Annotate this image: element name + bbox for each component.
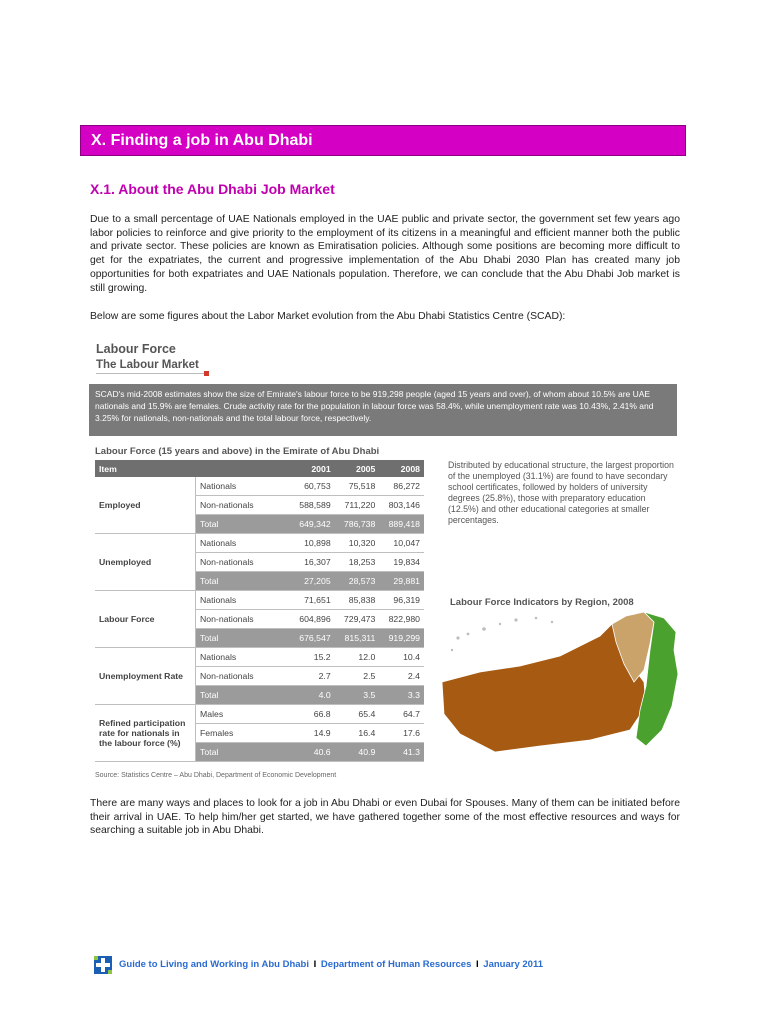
table-cell: 786,738: [335, 515, 380, 534]
table-cell: 4.0: [290, 686, 335, 705]
summary-box: SCAD's mid-2008 estimates show the size of Emirate's labour force to be 919,298 people (aged 15 years and over), of whom about 10.5% are UAE nationals and 15.9% are females. Crude activity rate for the population in labour force was 58.4%, while unemployment rate was 10.43%, 2.41% and 3.25% for nationals, non-nationals and the total labour force, respectively.: [89, 384, 677, 436]
red-marker: [204, 371, 209, 376]
table-cell: 16,307: [290, 553, 335, 572]
table-row-label: Males: [196, 705, 291, 724]
footer-department: Department of Human Resources: [320, 959, 472, 970]
island: [467, 633, 470, 636]
table-row: [95, 705, 424, 724]
section-title: X. Finding a job in Abu Dhabi: [80, 125, 686, 156]
table-group-label: Employed: [95, 477, 196, 534]
footer-separator-2: I: [476, 959, 479, 970]
header-item: Item: [95, 460, 290, 477]
table-cell: 10,320: [335, 534, 380, 553]
header-2005: 2005: [335, 460, 380, 477]
table-group-label: Unemployed: [95, 534, 196, 591]
table-cell: 27,205: [290, 572, 335, 591]
table-cell: 822,980: [379, 610, 424, 629]
table-row-label: Non-nationals: [196, 667, 291, 686]
table-cell: 2.7: [290, 667, 335, 686]
table-cell: 676,547: [290, 629, 335, 648]
table-title: Labour Force (15 years and above) in the Emirate of Abu Dhabi: [95, 446, 380, 457]
table-cell: 919,299: [379, 629, 424, 648]
table-cell: 40.6: [290, 743, 335, 762]
table-row-label: Nationals: [196, 591, 291, 610]
figure-title: Labour Force: [96, 342, 176, 356]
table-cell: 604,896: [290, 610, 335, 629]
island: [456, 636, 459, 639]
footer-separator-1: I: [313, 959, 317, 970]
table-cell: 86,272: [379, 477, 424, 496]
table-cell: 3.5: [335, 686, 380, 705]
table-cell: 64.7: [379, 705, 424, 724]
table-cell: 29,881: [379, 572, 424, 591]
table-row: [95, 648, 424, 667]
table-cell: 18,253: [335, 553, 380, 572]
table-row: [95, 477, 424, 496]
table-cell: 65.4: [335, 705, 380, 724]
table-cell: 2.5: [335, 667, 380, 686]
table-cell: 71,651: [290, 591, 335, 610]
table-row-label: Total: [196, 515, 291, 534]
table-cell: 12.0: [335, 648, 380, 667]
map-region-western: [442, 624, 646, 752]
table-row-label: Total: [196, 743, 291, 762]
table-cell: 60,753: [290, 477, 335, 496]
table-row-label: Total: [196, 572, 291, 591]
islands: [451, 617, 553, 652]
table-cell: 96,319: [379, 591, 424, 610]
table-cell: 10,898: [290, 534, 335, 553]
header-2008: 2008: [379, 460, 424, 477]
table-cell: 649,342: [290, 515, 335, 534]
island: [451, 649, 453, 651]
table-row-label: Non-nationals: [196, 610, 291, 629]
table-header-row: [95, 460, 424, 477]
table-row-label: Nationals: [196, 534, 291, 553]
island: [482, 627, 486, 631]
footer-date: January 2011: [483, 959, 543, 970]
table-cell: 729,473: [335, 610, 380, 629]
island: [535, 617, 538, 620]
table-cell: 75,518: [335, 477, 380, 496]
footer-guide: Guide to Living and Working in Abu Dhabi: [119, 959, 309, 970]
figures-intro-paragraph: Below are some figures about the Labor Market evolution from the Abu Dhabi Statistics Centre (SCAD):: [90, 311, 566, 322]
labour-force-table: [95, 460, 424, 762]
intro-paragraph: Due to a small percentage of UAE Nationals employed in the UAE public and private sector, the government set few years ago labor policies to reinforce and give priority to the employment of its citizens in a meaningful and efficient manner both the public and private sector. These policies are known as Emiratisation policies. Although some positions are becoming more difficult to get for the expatriates, the current and progressive implementation of the Abu Dhabi 2030 Plan has created many job opportunities for both expatriates and UAE Nationals population. Therefore, we can conclude that the Abu Dhabi Job market is still growing.: [90, 214, 680, 294]
table-cell: 3.3: [379, 686, 424, 705]
table-group-label: Refined participation rate for nationals in the labour force (%): [95, 705, 196, 762]
table-row-label: Non-nationals: [196, 496, 291, 515]
figure-subtitle: The Labour Market: [96, 359, 204, 374]
table-row-label: Total: [196, 629, 291, 648]
table-cell: 28,573: [335, 572, 380, 591]
table-cell: 15.2: [290, 648, 335, 667]
table-group-label: Unemployment Rate: [95, 648, 196, 705]
table-row-label: Non-nationals: [196, 553, 291, 572]
table-cell: 14.9: [290, 724, 335, 743]
table-cell: 17.6: [379, 724, 424, 743]
island: [551, 621, 553, 623]
table-cell: 10.4: [379, 648, 424, 667]
island: [514, 618, 517, 621]
closing-paragraph: There are many ways and places to look for a job in Abu Dhabi or even Dubai for Spouses. Many of them can be initiated before their arrival in UAE. To help him/her get started, we have gathered together some of the most effective resources and ways for searching a suitable job in Abu Dhabi.: [90, 798, 680, 837]
table-row-label: Nationals: [196, 648, 291, 667]
subsection-title: X.1. About the Abu Dhabi Job Market: [90, 181, 335, 197]
table-cell: 2.4: [379, 667, 424, 686]
table-body: [95, 477, 424, 762]
header-2001: 2001: [290, 460, 335, 477]
region-map: [440, 610, 680, 760]
footer-text: [119, 959, 543, 970]
table-cell: 10,047: [379, 534, 424, 553]
table-row-label: Nationals: [196, 477, 291, 496]
table-cell: 889,418: [379, 515, 424, 534]
table-row-label: Total: [196, 686, 291, 705]
cross-logo-icon: [94, 956, 112, 974]
distribution-text: Distributed by educational structure, the largest proportion of the unemployed (31.1%) are found to have secondary school certificates, followed by holders of university degrees (25.8%), those with preparatory education (12.5%) and other educational categories at smaller percentages.: [448, 460, 674, 525]
table-row: [95, 534, 424, 553]
table-cell: 803,146: [379, 496, 424, 515]
table-cell: 16.4: [335, 724, 380, 743]
table-cell: 815,311: [335, 629, 380, 648]
table-cell: 41.3: [379, 743, 424, 762]
table-row: [95, 591, 424, 610]
map-title: Labour Force Indicators by Region, 2008: [450, 597, 634, 608]
table-cell: 588,589: [290, 496, 335, 515]
table-cell: 85,838: [335, 591, 380, 610]
table-source: Source: Statistics Centre – Abu Dhabi, Department of Economic Development: [95, 772, 337, 779]
table-cell: 19,834: [379, 553, 424, 572]
island: [499, 623, 501, 625]
table-row-label: Females: [196, 724, 291, 743]
table-group-label: Labour Force: [95, 591, 196, 648]
table-cell: 40.9: [335, 743, 380, 762]
table-cell: 711,220: [335, 496, 380, 515]
table-cell: 66.8: [290, 705, 335, 724]
